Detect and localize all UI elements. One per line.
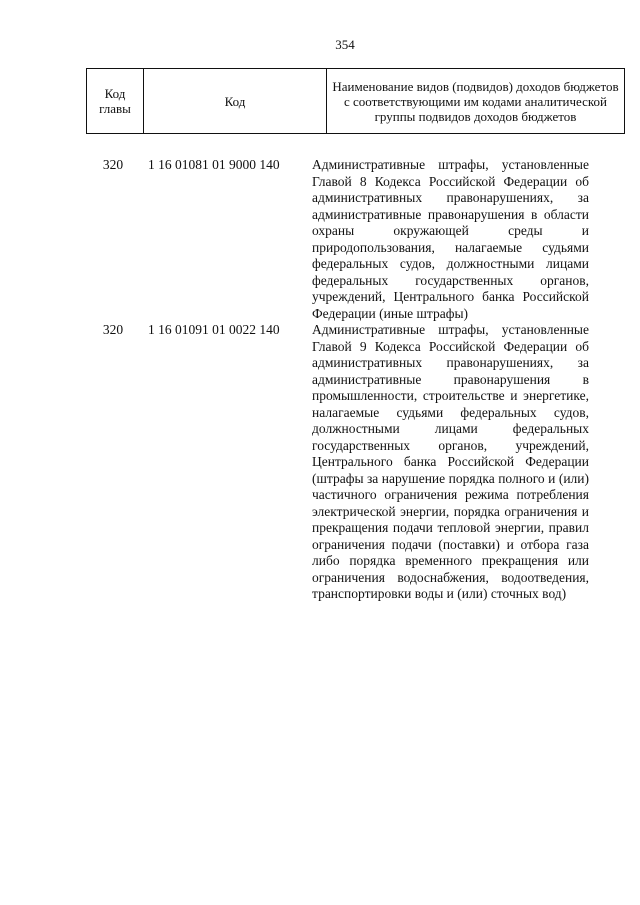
page-number: 354: [335, 37, 355, 52]
table-body: [0, 157, 640, 603]
header-col-code: Код: [144, 69, 327, 134]
header-col-glava: Код главы: [87, 69, 144, 134]
row-code: 1 16 01081 01 9000 140: [148, 157, 280, 172]
row-glava: 320: [102, 322, 124, 337]
header-col-name: [327, 69, 625, 134]
row-name: Административные штрафы, установленные Главой 9 Кодекса Российской Федерации об административных правонарушениях, за административные правонарушения в промышленности, строительстве и энергетике, налагаемые судьями федеральных судов, должностными лицами федеральных государственных органов, учреждений, Центрального банка Российской Федерации (штрафы за нарушение порядка полного и (или) частичного ограничения режима потребления электрической энергии, порядка ограничения и прекращения подачи тепловой энергии, правил ограничения подачи (поставки) и отбора газа либо порядка временного прекращения или ограничения водоснабжения, водоотведения, транспортировки воды и (или) сточных вод): [312, 322, 589, 601]
table-row: [0, 157, 640, 322]
row-name: Административные штрафы, установленные Главой 8 Кодекса Российской Федерации об административных правонарушениях, за административные правонарушения в области охраны окружающей среды и природопользования, налагаемые судьями федеральных судов, должностными лицами федеральных государственных органов, учреждений, Центрального банка Российской Федерации (иные штрафы): [312, 157, 589, 321]
table-header: [86, 68, 625, 134]
row-code: 1 16 01091 01 0022 140: [148, 322, 280, 337]
table-row: [0, 322, 640, 603]
row-glava: 320: [102, 157, 124, 172]
header-col-name-text: Наименование видов (подвидов) доходов бюджетов с соответствующими им кодами аналитической группы подвидов доходов бюджетов: [332, 78, 619, 124]
